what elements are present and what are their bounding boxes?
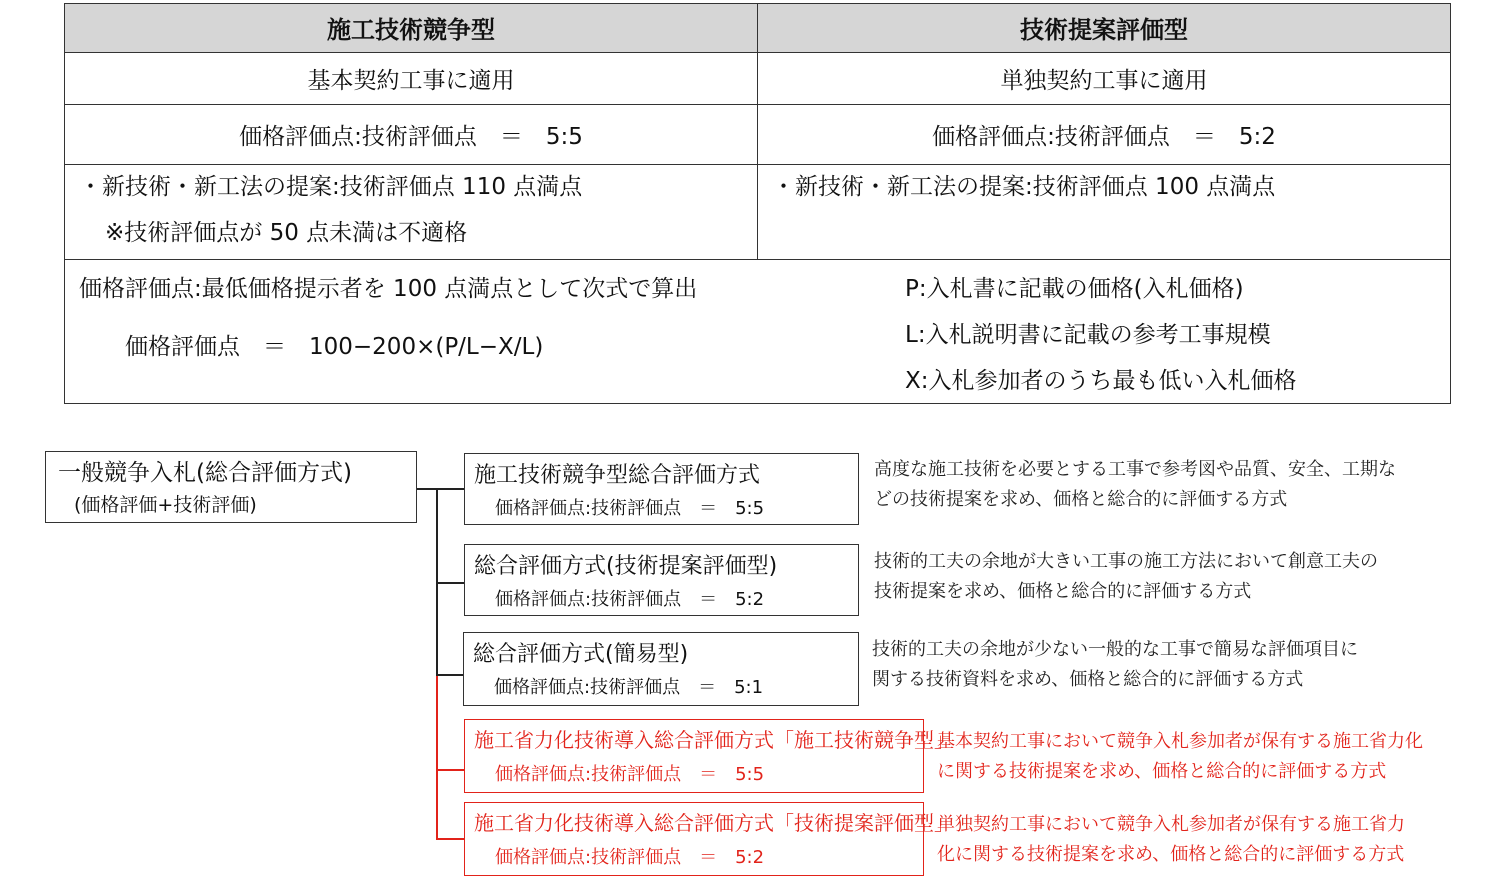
tech-score-row xyxy=(65,165,1451,260)
legend-l: L:入札説明書に記載の参考工事規模 xyxy=(905,322,1271,349)
connector-branch-1 xyxy=(436,488,464,490)
apply-row xyxy=(65,52,1451,104)
method-description xyxy=(872,635,1358,695)
description-line: 化に関する技術提案を求め、価格と総合的に評価する方式 xyxy=(937,844,1405,865)
price-score-cell xyxy=(65,260,1451,404)
connector-branch-3 xyxy=(436,674,464,676)
method-box-labor-saving-tech-proposal xyxy=(464,802,954,876)
method-box-simplified xyxy=(463,632,859,706)
tech-score-left-note: ※技術評価点が 50 点未満は不適格 xyxy=(105,220,468,247)
description-line: どの技術提案を求め、価格と総合的に評価する方式 xyxy=(874,489,1288,510)
description-line: に関する技術提案を求め、価格と総合的に評価する方式 xyxy=(937,761,1387,782)
method-description xyxy=(874,455,1396,515)
description-line: 高度な施工技術を必要とする工事で参考図や品質、安全、工期な xyxy=(874,459,1396,480)
price-formula: 価格評価点 ＝ 100−200×(P/L−X/L) xyxy=(125,334,544,361)
method-title: 施工省力化技術導入総合評価方式「技術提案評価型」 xyxy=(474,811,954,835)
method-box-construction-tech-competition xyxy=(464,453,859,525)
price-score-row xyxy=(65,260,1451,404)
description-line: 技術的工夫の余地が少ない一般的な工事で簡易な評価項目に xyxy=(872,639,1358,660)
method-box-tech-proposal-evaluation xyxy=(464,544,859,616)
connector-branch-5 xyxy=(436,838,464,840)
method-ratio: 価格評価点:技術評価点 ＝ 5:2 xyxy=(495,847,765,868)
method-ratio: 価格評価点:技術評価点 ＝ 5:5 xyxy=(495,498,765,519)
method-description xyxy=(937,727,1423,787)
method-title: 施工省力化技術導入総合評価方式「施工技術競争型」 xyxy=(474,728,954,752)
connector-root xyxy=(417,488,438,490)
price-score-description: 価格評価点:最低価格提示者を 100 点満点として次式で算出 xyxy=(79,276,698,303)
method-ratio: 価格評価点:技術評価点 ＝ 5:5 xyxy=(495,764,765,785)
ratio-left: 価格評価点:技術評価点 ＝ 5:5 xyxy=(65,105,758,165)
apply-left: 基本契約工事に適用 xyxy=(65,52,758,104)
header-tech-proposal-evaluation: 技術提案評価型 xyxy=(758,4,1451,53)
apply-right: 単独契約工事に適用 xyxy=(758,52,1451,104)
root-box-title: 一般競争入札(総合評価方式) xyxy=(58,460,352,486)
method-title: 総合評価方式(技術提案評価型) xyxy=(474,554,778,579)
tech-score-right-text: ・新技術・新工法の提案:技術評価点 100 点満点 xyxy=(772,174,1276,201)
tech-score-right xyxy=(758,165,1451,260)
connector-branch-2 xyxy=(436,582,464,584)
connector-branch-4 xyxy=(436,769,464,771)
method-description xyxy=(874,547,1378,607)
ratio-right: 価格評価点:技術評価点 ＝ 5:2 xyxy=(758,105,1451,165)
method-description xyxy=(937,810,1405,870)
legend-p: P:入札書に記載の価格(入札価格) xyxy=(905,276,1244,303)
method-title: 施工技術競争型総合評価方式 xyxy=(474,463,761,488)
legend-x: X:入札参加者のうち最も低い入札価格 xyxy=(905,368,1297,395)
description-line: 技術提案を求め、価格と総合的に評価する方式 xyxy=(874,581,1252,602)
description-line: 技術的工夫の余地が大きい工事の施工方法において創意工夫の xyxy=(874,551,1378,572)
root-box-subtitle: (価格評価+技術評価) xyxy=(74,494,257,516)
header-construction-tech-competition: 施工技術競争型 xyxy=(65,4,758,53)
description-line: 単独契約工事において競争入札参加者が保有する施工省力 xyxy=(937,814,1405,835)
method-ratio: 価格評価点:技術評価点 ＝ 5:1 xyxy=(494,677,764,698)
connector-trunk-red xyxy=(436,676,438,840)
description-line: 基本契約工事において競争入札参加者が保有する施工省力化 xyxy=(937,731,1423,752)
header-row xyxy=(65,4,1451,53)
ratio-row xyxy=(65,105,1451,165)
root-box-general-competitive-bidding xyxy=(45,451,417,523)
description-line: 関する技術資料を求め、価格と総合的に評価する方式 xyxy=(872,669,1304,690)
tech-score-left-text: ・新技術・新工法の提案:技術評価点 110 点満点 xyxy=(79,174,583,201)
tech-score-left xyxy=(65,165,758,260)
method-ratio: 価格評価点:技術評価点 ＝ 5:2 xyxy=(495,589,765,610)
comparison-table xyxy=(64,3,1451,404)
method-box-labor-saving-construction-tech xyxy=(464,719,954,793)
method-title: 総合評価方式(簡易型) xyxy=(473,642,689,667)
